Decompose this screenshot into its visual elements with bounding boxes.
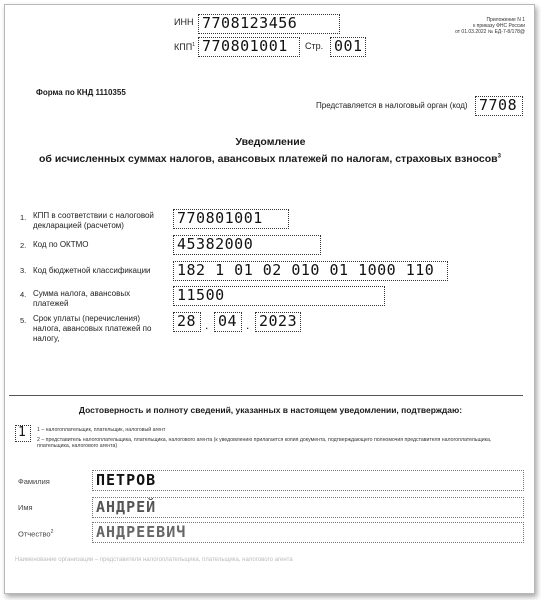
confirm-heading: Достоверность и полноту сведений, указанных в настоящем уведомлении, подтверждаю: bbox=[78, 405, 463, 415]
field-5-label: Срок уплаты (перечисления) налога, авансовых платежей по налогу, bbox=[33, 314, 152, 343]
field-2-label: Код по ОКТМО bbox=[33, 240, 89, 249]
date-separator: . bbox=[246, 318, 250, 332]
kpp-label: КПП$^1$ bbox=[174, 42, 195, 52]
field-1-kpp-input[interactable]: 770801001 bbox=[173, 209, 289, 229]
org-label: Наименование организации – представителя налогоплательщика, плательщика, налогового агента bbox=[15, 557, 293, 563]
doc-subtitle: об исчисленных суммах налогов, авансовых платежей по налогам, страховых взносов$^3$ bbox=[39, 153, 501, 165]
field-2-oktmo-input[interactable]: 45382000 bbox=[173, 235, 321, 255]
field-5-day-input[interactable]: 28 bbox=[173, 312, 201, 332]
patronymic-input[interactable]: АНДРЕЕВИЧ bbox=[92, 522, 524, 543]
confirm-options: 1 – налогоплательщик, плательщик, налоговый агент 2 – представитель налогоплательщика, плательщика, налогового агента (к уведомлению прилагается копия документа, подтверждающего полномочия представителя налогоплательщика, плательщика, налогового агента) bbox=[37, 427, 492, 449]
page-label: Стр. bbox=[305, 41, 324, 51]
patronymic-label: Отчество$^2$ bbox=[18, 529, 54, 539]
inn-field[interactable]: 7708123456 bbox=[198, 14, 340, 34]
tax-organ-label: Представляется в налоговый орган (код) bbox=[316, 101, 468, 110]
inn-label: ИНН bbox=[174, 17, 194, 27]
field-3-number: 3. bbox=[20, 266, 27, 275]
confirm-type-box[interactable]: 1 bbox=[15, 425, 31, 442]
form-code: Форма по КНД 1110355 bbox=[36, 88, 126, 97]
date-separator: . bbox=[205, 318, 209, 332]
doc-title: Уведомление bbox=[235, 136, 306, 148]
page-field[interactable]: 001 bbox=[330, 37, 366, 57]
field-1-number: 1. bbox=[20, 213, 27, 222]
field-2-number: 2. bbox=[20, 241, 27, 250]
field-1-label: КПП в соответствии с налоговой декларацией (расчетом) bbox=[33, 211, 154, 230]
field-5-year-input[interactable]: 2023 bbox=[255, 312, 301, 332]
name-input[interactable]: АНДРЕЙ bbox=[92, 497, 524, 518]
kpp-field[interactable]: 770801001 bbox=[198, 37, 300, 57]
field-5-number: 5. bbox=[20, 316, 27, 325]
surname-label: Фамилия bbox=[18, 477, 50, 486]
tax-organ-field[interactable]: 7708 bbox=[475, 96, 523, 116]
field-4-label: Сумма налога, авансовых платежей bbox=[33, 289, 131, 308]
section-divider bbox=[9, 395, 523, 396]
field-4-amount-input[interactable]: 11500 bbox=[173, 286, 385, 306]
name-label: Имя bbox=[18, 503, 33, 512]
field-4-number: 4. bbox=[20, 290, 27, 299]
field-3-label: Код бюджетной классификации bbox=[33, 266, 151, 275]
appendix-note: Приложение N 1 к приказу ФНС России от 01.03.2022 № ЕД-7-8/178@ bbox=[455, 17, 525, 35]
surname-input[interactable]: ПЕТРОВ bbox=[92, 470, 524, 491]
field-5-month-input[interactable]: 04 bbox=[214, 312, 242, 332]
field-3-kbk-input[interactable]: 182 1 01 02 010 01 1000 110 bbox=[173, 261, 448, 281]
